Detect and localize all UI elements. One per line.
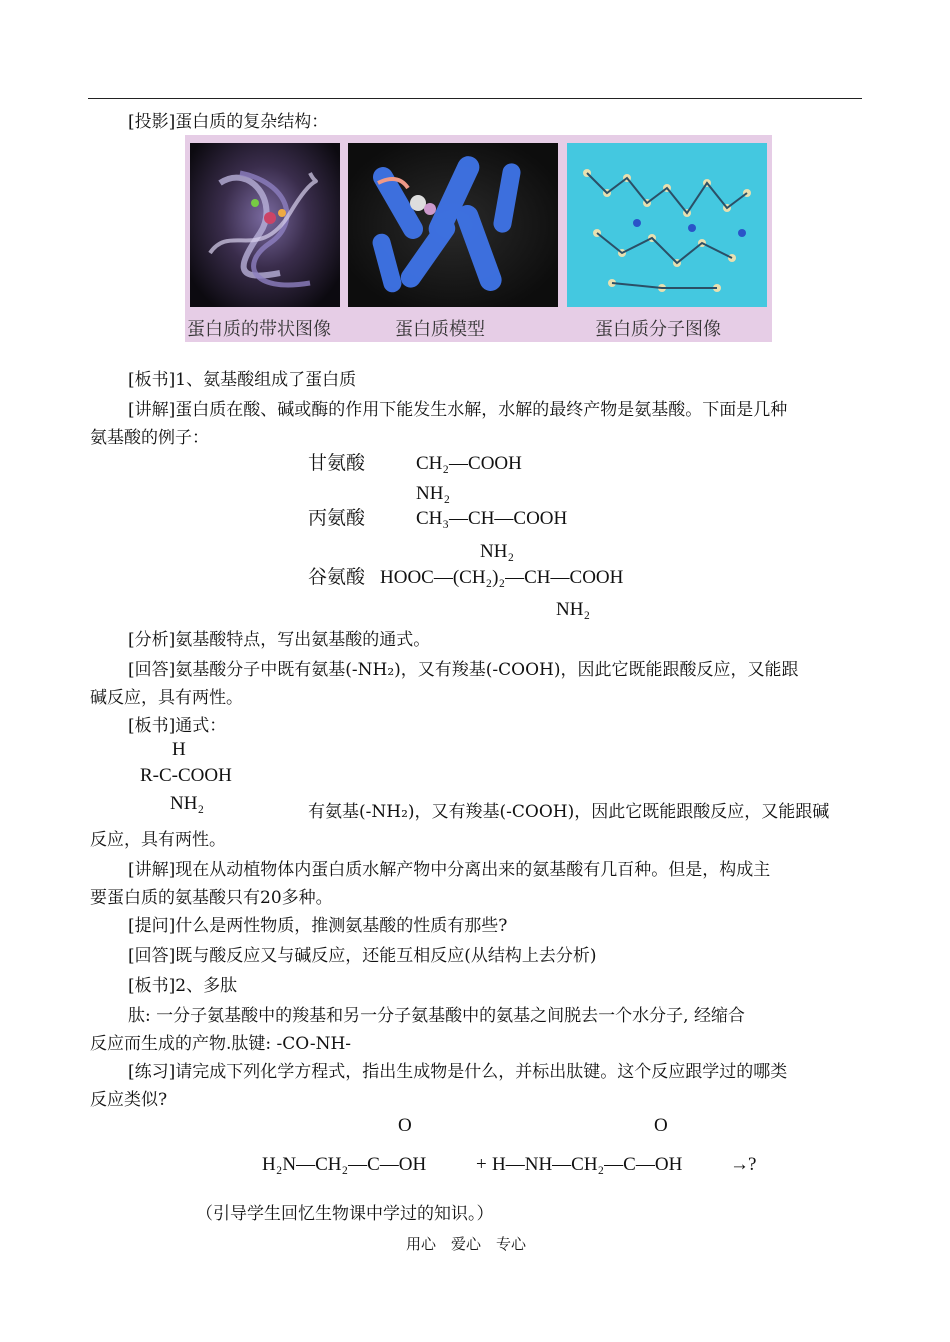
ribbon-image (190, 143, 340, 307)
general-formula-main: R-C-COOH (140, 765, 232, 786)
analysis: [分析]氨基酸特点，写出氨基酸的通式。 (128, 630, 431, 650)
lecture-2b: 要蛋白质的氨基酸只有20多种。 (90, 888, 333, 908)
board-3: [板书]2、多肽 (128, 976, 238, 996)
glycine-name: 甘氨酸 (308, 453, 366, 474)
right-oxygen: O (654, 1115, 668, 1136)
alanine-amino: NH₂ (480, 541, 515, 562)
exercise-a: [练习]请完成下列化学方程式，指出生成物是什么，并标出肽键。这个反应跟学过的哪类 (128, 1062, 788, 1082)
general-formula-top: H (172, 739, 186, 760)
lecture-2a: [讲解]现在从动植物体内蛋白质水解产物中分离出来的氨基酸有几百种。但是，构成主 (128, 860, 771, 880)
peptide-a: 肽: 一分子氨基酸中的羧基和另一分子氨基酸中的氨基之间脱去一个水分子, 经缩合 (128, 1006, 745, 1026)
reaction-result: ? (748, 1154, 757, 1175)
general-note-a: 有氨基(-NH₂)，又有羧基(-COOH)，因此它既能跟酸反应，又能跟碱 (308, 802, 830, 822)
caption-molecule: 蛋白质分子图像 (595, 319, 721, 340)
board-2: [板书]通式： (128, 716, 227, 736)
peptide-b: 反应而生成的产物.肽键: -CO-NH- (90, 1034, 352, 1054)
plus-sign: + (476, 1154, 487, 1175)
protein-figure-panel (185, 135, 772, 342)
caption-ribbon: 蛋白质的带状图像 (187, 319, 331, 340)
header-rule (88, 98, 862, 99)
lecture-1a: [讲解]蛋白质在酸、碱或酶的作用下能发生水解，水解的最终产物是氨基酸。下面是几种 (128, 400, 788, 420)
reaction-arrow: → (730, 1154, 749, 1175)
reactant-right: H—NH—CH₂—C—OH (492, 1154, 683, 1175)
alanine-formula: CH₃—CH—COOH (416, 508, 568, 529)
model-image (348, 143, 558, 307)
molecule-image (567, 143, 767, 307)
left-oxygen: O (398, 1115, 412, 1136)
page-footer: 用心 爱心 专心 (406, 1235, 527, 1253)
answer-2: [回答]既与酸反应又与碱反应，还能互相反应(从结构上去分析) (128, 946, 597, 966)
exercise-b: 反应类似? (90, 1090, 168, 1110)
glycine-formula: CH₂—COOH (416, 453, 522, 474)
alanine-name: 丙氨酸 (308, 508, 366, 529)
general-note-b: 反应，具有两性。 (90, 830, 226, 850)
projection-line: [投影]蛋白质的复杂结构： (128, 112, 329, 132)
guide-note: （引导学生回忆生物课中学过的知识。） (196, 1204, 494, 1224)
general-formula-bottom: NH₂ (170, 793, 205, 814)
board-1: [板书]1、氨基酸组成了蛋白质 (128, 370, 357, 390)
glutamic-formula: HOOC—(CH₂)₂—CH—COOH (380, 567, 624, 588)
glycine-amino: NH₂ (416, 483, 451, 504)
question: [提问]什么是两性物质，推测氨基酸的性质有那些? (128, 916, 508, 936)
lecture-1b: 氨基酸的例子： (90, 428, 209, 448)
glutamic-amino: NH₂ (556, 599, 591, 620)
answer-1b: 碱反应，具有两性。 (90, 688, 243, 708)
caption-model: 蛋白质模型 (395, 319, 485, 340)
reactant-left: H₂N—CH₂—C—OH (262, 1154, 427, 1175)
glutamic-name: 谷氨酸 (308, 567, 366, 588)
answer-1a: [回答]氨基酸分子中既有氨基(-NH₂)，又有羧基(-COOH)，因此它既能跟酸反应，又能跟 (128, 660, 799, 680)
